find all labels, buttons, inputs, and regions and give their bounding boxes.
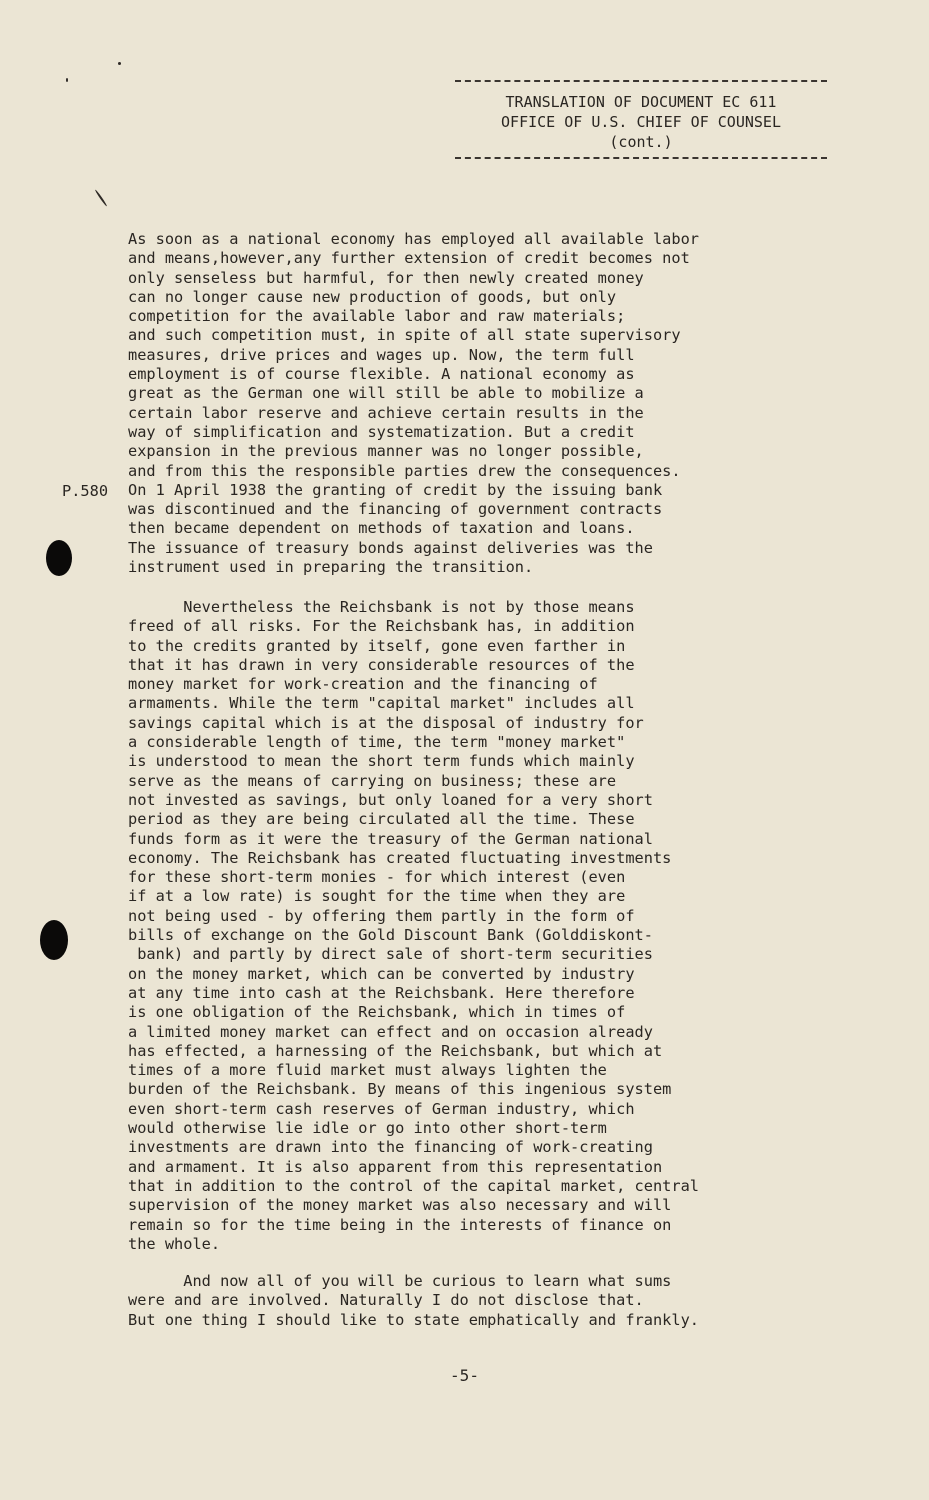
text-line: to the credits granted by itself, gone even farther in	[128, 636, 626, 655]
text-line: serve as the means of carrying on business; these are	[128, 771, 617, 790]
header-line-3: (cont.)	[609, 133, 673, 151]
text-line: only senseless but harmful, for then newly created money	[128, 268, 644, 287]
text-line: freed of all risks. For the Reichsbank has, in addition	[128, 617, 635, 636]
text-line: remain so for the time being in the interests of finance on	[128, 1215, 672, 1234]
text-line: for these short-term monies - for which interest (even	[128, 868, 626, 887]
text-line: instrument used in preparing the transition.	[128, 558, 534, 577]
punch-hole-upper	[46, 540, 72, 576]
text-line: investments are drawn into the financing of work-creating	[128, 1138, 653, 1157]
text-line: funds form as it were the treasury of the German national	[128, 829, 653, 848]
text-line: bank) and partly by direct sale of short-term securities	[128, 945, 653, 964]
paper-mark	[94, 189, 107, 207]
text-line: supervision of the money market was also necessary and will	[128, 1196, 672, 1215]
text-line: bills of exchange on the Gold Discount Bank (Golddiskont-	[128, 926, 653, 945]
text-line: And now all of you will be curious to learn what sums	[128, 1272, 672, 1290]
text-line: on the money market, which can be converted by industry	[128, 964, 635, 983]
text-line: The issuance of treasury bonds against deliveries was the	[128, 538, 653, 557]
text-line: even short-term cash reserves of German industry, which	[128, 1099, 635, 1118]
text-line: On 1 April 1938 the granting of credit by the issuing bank	[128, 480, 663, 499]
header-bottom-rule	[455, 157, 827, 159]
text-line: great as the German one will still be able to mobilize a	[128, 384, 644, 403]
text-line: way of simplification and systematization. But a credit	[128, 422, 635, 441]
text-line: not invested as savings, but only loaned for a very short	[128, 790, 653, 809]
text-line: at any time into cash at the Reichsbank. Here therefore	[128, 983, 635, 1002]
header-line-1: TRANSLATION OF DOCUMENT EC 611	[505, 93, 777, 111]
text-line: Nevertheless the Reichsbank is not by those means	[128, 598, 635, 616]
text-line: and such competition must, in spite of all state supervisory	[128, 326, 681, 345]
text-line: the whole.	[128, 1234, 221, 1253]
text-line: As soon as a national economy has employed all available labor	[128, 230, 699, 248]
text-line: measures, drive prices and wages up. Now, the term full	[128, 345, 635, 364]
text-line: is understood to mean the short term funds which mainly	[128, 752, 635, 771]
text-line: But one thing I should like to state emphatically and frankly.	[128, 1310, 699, 1329]
text-line: economy. The Reichsbank has created fluctuating investments	[128, 848, 672, 867]
paragraph-1	[128, 230, 848, 577]
margin-page-note: P.580	[62, 482, 109, 500]
text-line: and means,however,any further extension of credit becomes not	[128, 249, 690, 268]
text-line: and armament. It is also apparent from this representation	[128, 1157, 663, 1176]
text-line: competition for the available labor and raw materials;	[128, 307, 626, 326]
text-line: were and are involved. Naturally I do not disclose that.	[128, 1291, 644, 1310]
text-line: can no longer cause new production of goods, but only	[128, 287, 617, 306]
paper-speck	[66, 78, 68, 82]
text-line: if at a low rate) is sought for the time when they are	[128, 887, 626, 906]
text-line: expansion in the previous manner was no longer possible,	[128, 442, 644, 461]
text-line: was discontinued and the financing of government contracts	[128, 500, 663, 519]
text-line: savings capital which is at the disposal of industry for	[128, 713, 644, 732]
header-top-rule	[455, 80, 827, 82]
text-line: is one obligation of the Reichsbank, which in times of	[128, 1003, 626, 1022]
paragraph-2	[128, 598, 848, 1254]
text-line: a considerable length of time, the term "money market"	[128, 733, 626, 752]
header-line-2: OFFICE OF U.S. CHIEF OF COUNSEL	[501, 113, 781, 131]
text-line: that in addition to the control of the capital market, central	[128, 1176, 699, 1195]
paragraph-3	[128, 1272, 848, 1330]
text-line: and from this the responsible parties drew the consequences.	[128, 461, 681, 480]
page-number: -5-	[450, 1366, 479, 1385]
text-line: employment is of course flexible. A national economy as	[128, 365, 635, 384]
text-line: would otherwise lie idle or go into other short-term	[128, 1119, 607, 1138]
text-line: armaments. While the term "capital market" includes all	[128, 694, 635, 713]
punch-hole-lower	[40, 920, 68, 960]
text-line: money market for work-creation and the financing of	[128, 675, 598, 694]
text-line: certain labor reserve and achieve certain results in the	[128, 403, 644, 422]
text-line: has effected, a harnessing of the Reichsbank, but which at	[128, 1041, 663, 1060]
text-line: not being used - by offering them partly in the form of	[128, 906, 635, 925]
text-line: times of a more fluid market must always lighten the	[128, 1061, 607, 1080]
text-line: burden of the Reichsbank. By means of this ingenious system	[128, 1080, 672, 1099]
text-line: that it has drawn in very considerable resources of the	[128, 655, 635, 674]
text-line: a limited money market can effect and on occasion already	[128, 1022, 653, 1041]
paper-speck	[118, 62, 121, 65]
text-line: then became dependent on methods of taxation and loans.	[128, 519, 635, 538]
text-line: period as they are being circulated all the time. These	[128, 810, 635, 829]
